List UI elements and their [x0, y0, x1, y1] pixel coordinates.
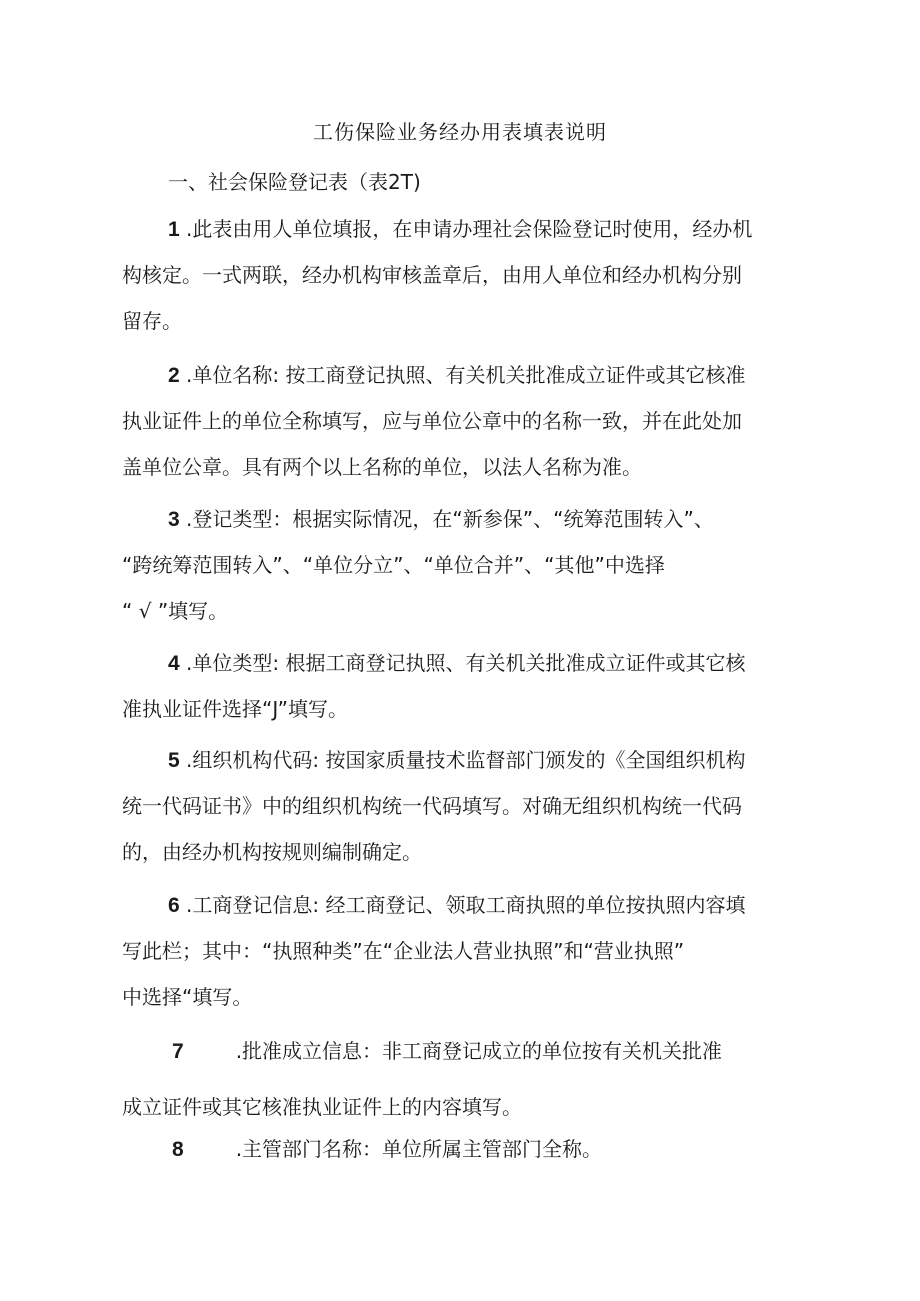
item-line: 写此栏；其中：“执照种类”在“企业法人营业执照”和“营业执照” — [122, 939, 685, 963]
item-text: .单位类型: 根据工商登记执照、有关机关批准成立证件或其它核 — [179, 651, 746, 675]
instruction-item-4 — [122, 640, 802, 732]
instruction-item-6 — [122, 882, 802, 1020]
item-line: 准执业证件选择“J”填写。 — [122, 697, 349, 721]
section-heading: 一、社会保险登记表（表2T) — [168, 170, 421, 194]
item-text: .此表由用人单位填报，在申请办理社会保险登记时使用，经办机 — [179, 217, 753, 241]
instruction-item-7 — [122, 1028, 802, 1130]
document-title: 工伤保险业务经办用表填表说明 — [313, 120, 607, 144]
instruction-item-5 — [122, 737, 802, 875]
instruction-item-2 — [122, 352, 802, 490]
item-line — [122, 206, 802, 252]
item-line: 构核定。一式两联，经办机构审核盖章后，由用人单位和经办机构分别 — [122, 263, 742, 287]
item-line: 的，由经办机构按规则编制确定。 — [122, 840, 422, 864]
item-line: “ √ ”填写。 — [122, 599, 229, 623]
item-number: 3 — [168, 508, 180, 531]
item-text: .批准成立信息：非工商登记成立的单位按有关机关批准 — [235, 1039, 723, 1063]
item-number: 7 — [172, 1040, 184, 1063]
item-line — [122, 352, 802, 398]
item-line: “跨统筹范围转入”、“单位分立”、“单位合并”、“其他”中选择 — [122, 553, 665, 577]
item-number: 6 — [168, 894, 180, 917]
item-line: 统一代码证书》中的组织机构统一代码填写。对确无组织机构统一代码 — [122, 794, 742, 818]
item-number: 5 — [168, 749, 180, 772]
item-number: 4 — [168, 652, 180, 675]
item-line — [122, 1126, 802, 1172]
instruction-item-3 — [122, 496, 802, 634]
item-line: 盖单位公章。具有两个以上名称的单位，以法人名称为准。 — [122, 455, 642, 479]
item-line: 成立证件或其它核准执业证件上的内容填写。 — [122, 1095, 522, 1119]
item-line: 中选择“填写。 — [122, 985, 253, 1009]
item-text: .工商登记信息: 经工商登记、领取工商执照的单位按执照内容填 — [179, 893, 746, 917]
item-number: 2 — [168, 364, 180, 387]
instruction-item-1 — [122, 206, 802, 344]
item-line — [122, 737, 802, 783]
item-text: .登记类型：根据实际情况，在“新参保”、“统筹范围转入”、 — [179, 507, 714, 531]
item-number: 8 — [172, 1138, 184, 1161]
item-line — [122, 1028, 802, 1074]
item-line — [122, 882, 802, 928]
item-text: .单位名称: 按工商登记执照、有关机关批准成立证件或其它核准 — [179, 363, 746, 387]
item-line — [122, 640, 802, 686]
item-line — [122, 496, 802, 542]
item-line: 留存。 — [122, 309, 182, 333]
item-number: 1 — [168, 218, 180, 241]
item-text: .组织机构代码: 按国家质量技术监督部门颁发的《全国组织机构 — [179, 748, 746, 772]
instruction-item-8 — [122, 1126, 802, 1172]
item-line: 执业证件上的单位全称填写，应与单位公章中的名称一致，并在此处加 — [122, 409, 742, 433]
item-text: .主管部门名称：单位所属主管部门全称。 — [235, 1137, 603, 1161]
